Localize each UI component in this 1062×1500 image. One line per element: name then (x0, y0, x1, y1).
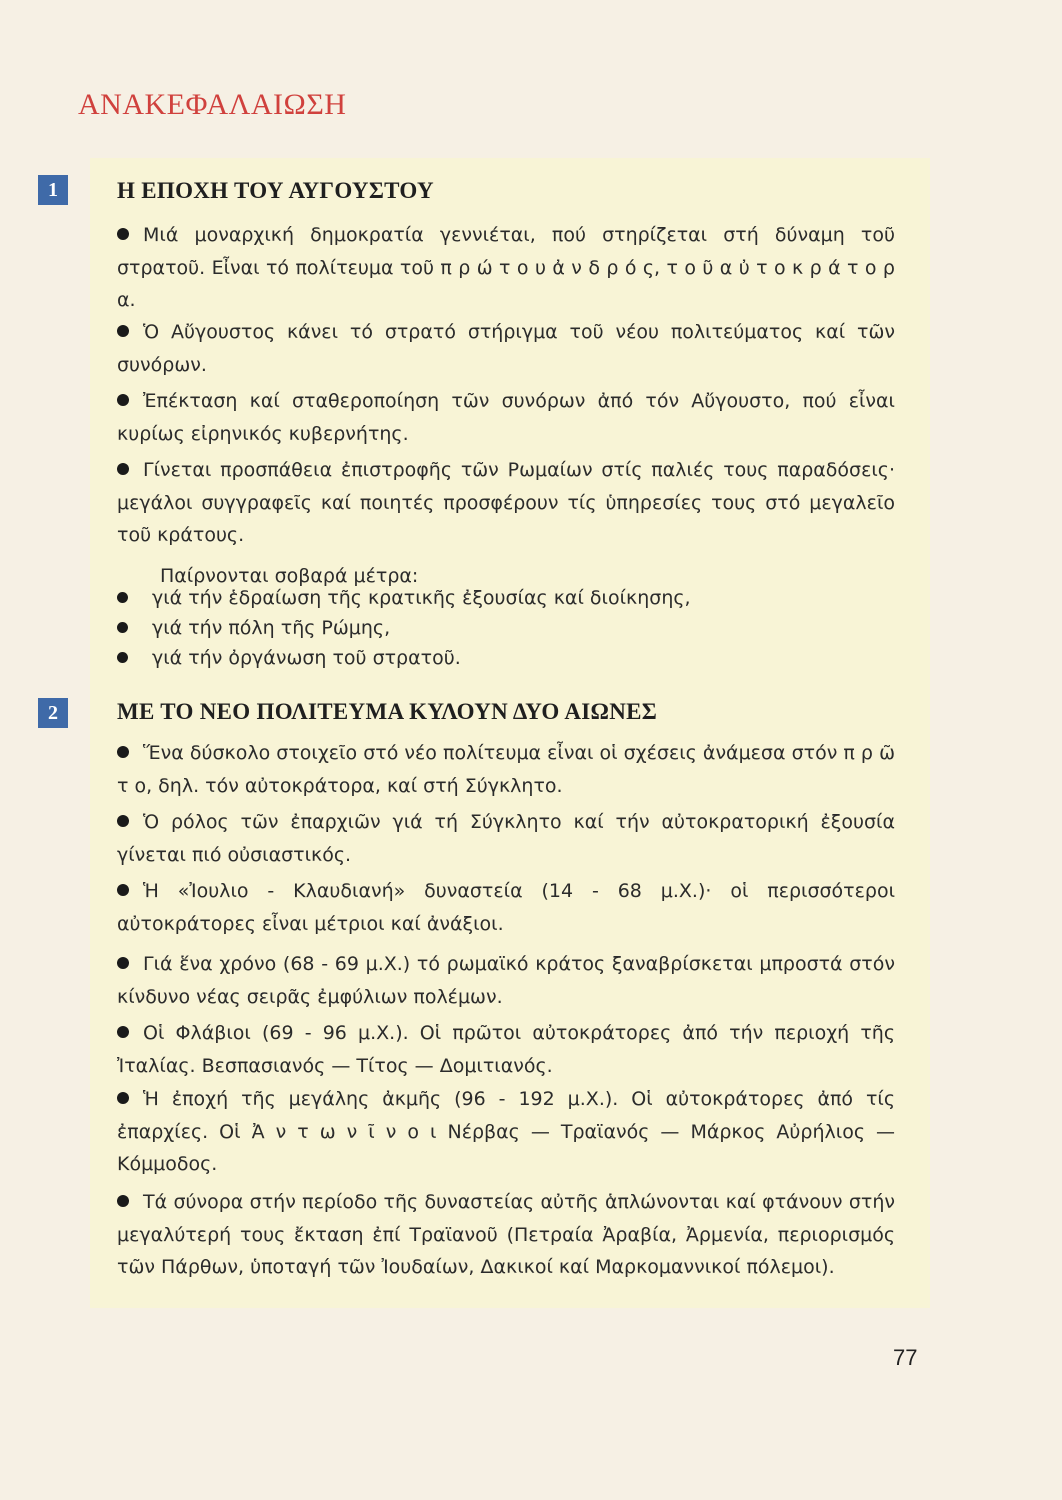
section-1-paragraph: Ἐπέκταση καί σταθεροποίηση τῶν συνόρων ἀπό τόν Αὔγουστο, πού εἶναι κυρίως εἰρηνικός κυβερνήτης. (117, 390, 895, 445)
bullet-icon (117, 394, 129, 406)
bullet-icon (117, 228, 129, 240)
section-2-paragraph: Τά σύνορα στήν περίοδο τῆς δυναστείας αὐτῆς ἁπλώνονται καί φτάνουν στήν μεγαλύτερή τους ἔκταση ἐπί Τραϊανοῦ (Πετραία Ἀραβία, Ἀρμενία, περιορισμός τῶν Πάρθων, ὑποταγή τῶν Ἰουδαίων, Δακικοί καί Μαρκομαννικοί πόλεμοι). (117, 1191, 895, 1278)
section-2-paragraph: Οἱ Φλάβιοι (69 - 96 μ.Χ.). Οἱ πρῶτοι αὐτοκράτορες ἀπό τήν περιοχή τῆς Ἰταλίας. Βεσπασιανός — Τίτος — Δομιτιανός. (117, 1022, 895, 1077)
section-2-paragraph: Ἡ «Ἰουλιο - Κλαυδιανή» δυναστεία (14 - 68 μ.Χ.)· οἱ περισσότεροι αὐτοκράτορες εἶναι μέτριοι καί ἀνάξιοι. (117, 880, 895, 935)
section-1-number-badge: 1 (38, 175, 68, 205)
bullet-icon (117, 884, 129, 896)
bullet-icon (117, 746, 129, 758)
bullet-icon (117, 652, 128, 663)
bullet-icon (117, 592, 128, 603)
bullet-icon (117, 957, 129, 969)
section-1-title: Η ΕΠΟΧΗ ΤΟΥ ΑΥΓΟΥΣΤΟΥ (117, 178, 434, 203)
bullet-icon (117, 1092, 129, 1104)
measures-item: γιά τήν ἑδραίωση τῆς κρατικῆς ἐξουσίας καί διοίκησης, (117, 587, 691, 609)
section-2-title: ΜΕ ΤΟ ΝΕΟ ΠΟΛΙΤΕΥΜΑ ΚΥΛΟΥΝ ΔΥΟ ΑΙΩΝΕΣ (117, 699, 658, 724)
bullet-icon (117, 463, 129, 475)
section-1-paragraph: Ὁ Αὔγουστος κάνει τό στρατό στήριγμα τοῦ νέου πολιτεύματος καί τῶν συνόρων. (117, 321, 895, 376)
section-1-paragraph: Μιά μοναρχική δημοκρατία γεννιέται, πού στηρίζεται στή δύναμη τοῦ στρατοῦ. Εἶναι τό πολίτευμα τοῦ π ρ ώ τ ο υ ἀ ν δ ρ ό ς, τ ο ῦ α ὐ τ ο κ ρ ά τ ο ρ α. (117, 224, 895, 311)
section-2-paragraph: Γιά ἕνα χρόνο (68 - 69 μ.Χ.) τό ρωμαϊκό κράτος ξαναβρίσκεται μπροστά στόν κίνδυνο νέας σειρᾶς ἐμφύλιων πολέμων. (117, 953, 895, 1008)
measures-lead: Παίρνονται σοβαρά μέτρα: (160, 565, 419, 587)
measures-item: γιά τήν ὀργάνωση τοῦ στρατοῦ. (117, 647, 461, 669)
bullet-icon (117, 325, 129, 337)
section-2-paragraph: Ἕνα δύσκολο στοιχεῖο στό νέο πολίτευμα εἶναι οἱ σχέσεις ἀνάμεσα στόν π ρ ῶ τ ο, δηλ. τόν αὐτοκράτορα, καί στή Σύγκλητο. (117, 742, 895, 797)
bullet-icon (117, 815, 129, 827)
measures-item: γιά τήν πόλη τῆς Ρώμης, (117, 617, 390, 639)
page-title: ΑΝΑΚΕΦΑΛΑΙΩΣΗ (78, 88, 347, 121)
bullet-icon (117, 1026, 129, 1038)
section-1-paragraph: Γίνεται προσπάθεια ἐπιστροφῆς τῶν Ρωμαίων στίς παλιές τους παραδόσεις· μεγάλοι συγγραφεῖς καί ποιητές προσφέρουν τίς ὑπηρεσίες τους στό μεγαλεῖο τοῦ κράτους. (117, 459, 895, 546)
bullet-icon (117, 622, 128, 633)
bullet-icon (117, 1195, 129, 1207)
section-2-number-badge: 2 (38, 698, 68, 728)
page-number: 77 (893, 1345, 918, 1370)
section-2-paragraph: Ἡ ἐποχή τῆς μεγάλης ἀκμῆς (96 - 192 μ.Χ.). Οἱ αὐτοκράτορες ἀπό τίς ἐπαρχίες. Οἱ Ἀ ν τ ω ν ῖ ν ο ι Νέρβας — Τραϊανός — Μάρκος Αὐρήλιος — Κόμμοδος. (117, 1088, 895, 1175)
section-2-paragraph: Ὁ ρόλος τῶν ἐπαρχιῶν γιά τή Σύγκλητο καί τήν αὐτοκρατορική ἐξουσία γίνεται πιό οὐσιαστικός. (117, 811, 895, 866)
